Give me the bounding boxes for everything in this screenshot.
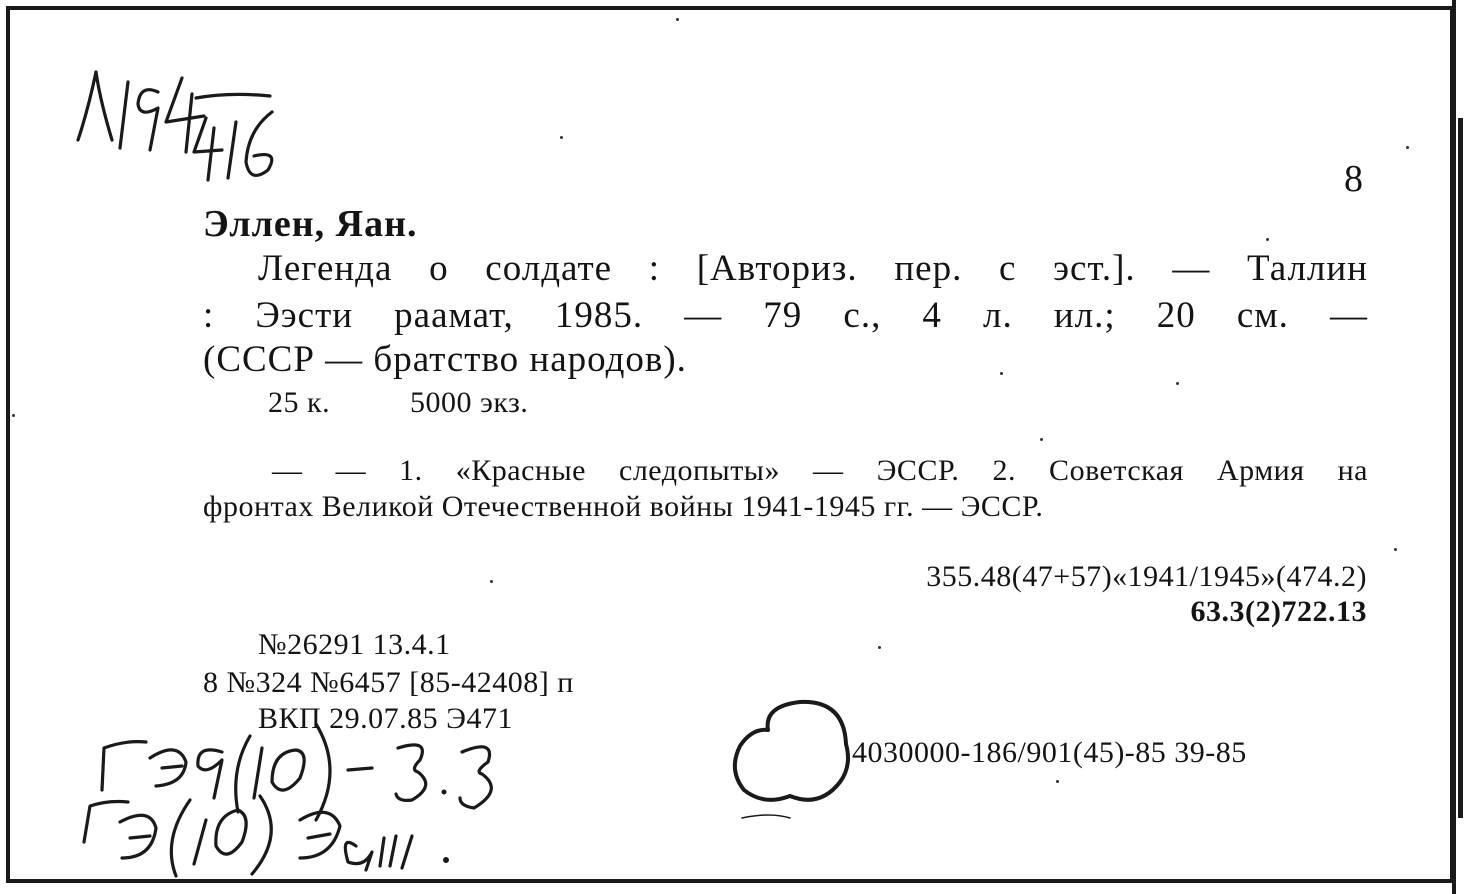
speck bbox=[878, 646, 881, 649]
speck bbox=[1176, 382, 1179, 385]
handwritten-note-1 bbox=[102, 724, 491, 820]
registry-line-2: 8 №324 №6457 [85-42408] п bbox=[203, 666, 574, 699]
description-line-2 bbox=[203, 297, 1368, 334]
speck bbox=[12, 414, 15, 417]
stamp-smudge bbox=[742, 815, 790, 818]
subject-line-1-text: — — 1. «Красные следопыты» — ЭССР. 2. Советская Армия на bbox=[272, 454, 1368, 487]
stamp-outline bbox=[735, 702, 848, 800]
speck bbox=[1040, 438, 1043, 441]
handwritten-call-number bbox=[78, 72, 272, 180]
description-line-1 bbox=[258, 250, 1368, 287]
description-line-2-text: : Ээсти раамат, 1985. — 79 с., 4 л. ил.; 20 см. — bbox=[203, 295, 1368, 336]
registry-line-1: №26291 13.4.1 bbox=[258, 628, 451, 661]
print-run: 5000 экз. bbox=[410, 386, 529, 419]
classification-bbk: 63.3(2)722.13 bbox=[1190, 595, 1367, 628]
page-number: 8 bbox=[1344, 158, 1364, 200]
speck bbox=[1000, 372, 1003, 375]
speck bbox=[1266, 238, 1269, 241]
description-line-3: (СССР — братство народов). bbox=[203, 339, 687, 380]
publication-code: 4030000-186/901(45)-85 39-85 bbox=[852, 736, 1247, 769]
speck bbox=[1056, 780, 1059, 783]
registry-line-3: ВКП 29.07.85 Э471 bbox=[258, 702, 513, 735]
speck bbox=[1406, 146, 1409, 149]
speck bbox=[1394, 548, 1397, 551]
classification-udc: 355.48(47+57)«1941/1945»(474.2) bbox=[926, 560, 1367, 593]
subject-line-2: фронтах Великой Отечественной войны 1941-1945 гг. — ЭССР. bbox=[203, 490, 1044, 523]
speck bbox=[560, 136, 563, 139]
description-line-1-text: Легенда о солдате : [Авториз. пер. с эст.]. — Таллин bbox=[258, 248, 1368, 289]
subject-line-1 bbox=[272, 456, 1368, 486]
author-heading: Эллен, Яан. bbox=[203, 203, 418, 245]
speck bbox=[490, 580, 493, 583]
speck bbox=[676, 18, 679, 21]
price: 25 к. bbox=[268, 386, 331, 419]
handwritten-note-2 bbox=[84, 796, 449, 876]
